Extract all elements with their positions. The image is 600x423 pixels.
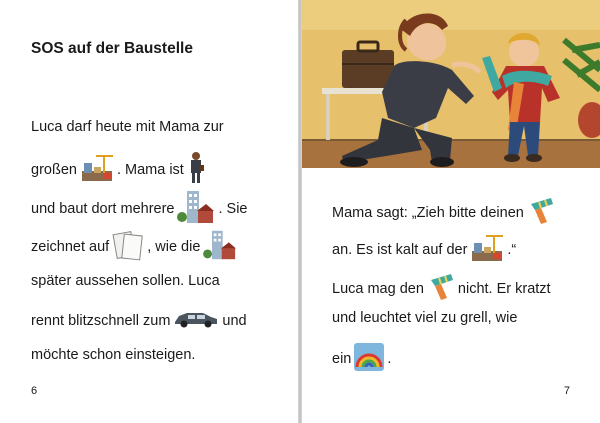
text-segment: nicht. Er kratzt [457, 281, 551, 297]
text-segment: und [222, 313, 247, 329]
text-segment: an. Es ist kalt auf der [332, 242, 468, 258]
page-number: 7 [563, 385, 570, 397]
story-title: SOS auf der Baustelle [31, 40, 193, 57]
car-icon [173, 309, 219, 333]
text-segment: und leuchtet viel zu grell, wie [332, 310, 518, 326]
text-line [332, 310, 517, 326]
text-segment: Luca darf heute mit Mama zur [31, 119, 224, 135]
text-line [31, 347, 195, 363]
scarf-icon [527, 196, 555, 230]
text-line [332, 233, 516, 267]
construction-site-icon [470, 233, 504, 267]
text-segment: möchte schon einsteigen. [31, 347, 196, 363]
mother-putting-scarf-on-boy-illustration [302, 0, 600, 168]
rainbow-icon [354, 343, 384, 375]
text-segment: zeichnet auf [31, 239, 110, 255]
text-line [31, 273, 220, 289]
buildings-icon [177, 189, 215, 229]
text-line [31, 119, 224, 135]
text-line [332, 272, 551, 306]
text-line [31, 189, 248, 229]
text-segment: und baut dort mehrere [31, 201, 175, 217]
text-segment: . [387, 351, 392, 367]
text-segment: . Sie [218, 201, 248, 217]
left-page [0, 0, 298, 423]
construction-site-icon [80, 153, 114, 187]
text-line [31, 309, 247, 333]
text-segment: später aussehen sollen. Luca [31, 273, 220, 289]
papers-icon [112, 229, 144, 265]
text-segment: , wie die [147, 239, 201, 255]
right-page [302, 0, 600, 423]
text-segment: . Mama ist [116, 162, 184, 178]
scarf-icon [427, 272, 455, 306]
text-line [332, 196, 558, 230]
text-segment: Luca mag den [332, 281, 424, 297]
buildings-icon [203, 229, 237, 265]
text-line [31, 151, 208, 189]
text-line [332, 343, 391, 375]
page-number: 6 [31, 385, 38, 397]
text-segment: Mama sagt: „Zieh bitte deinen [332, 205, 524, 221]
text-segment: rennt blitzschnell zum [31, 313, 171, 329]
text-segment: großen [31, 162, 77, 178]
text-segment: .“ [507, 242, 517, 258]
architect-woman-icon [187, 151, 205, 189]
text-segment: ein [332, 351, 352, 367]
text-line [31, 229, 240, 265]
